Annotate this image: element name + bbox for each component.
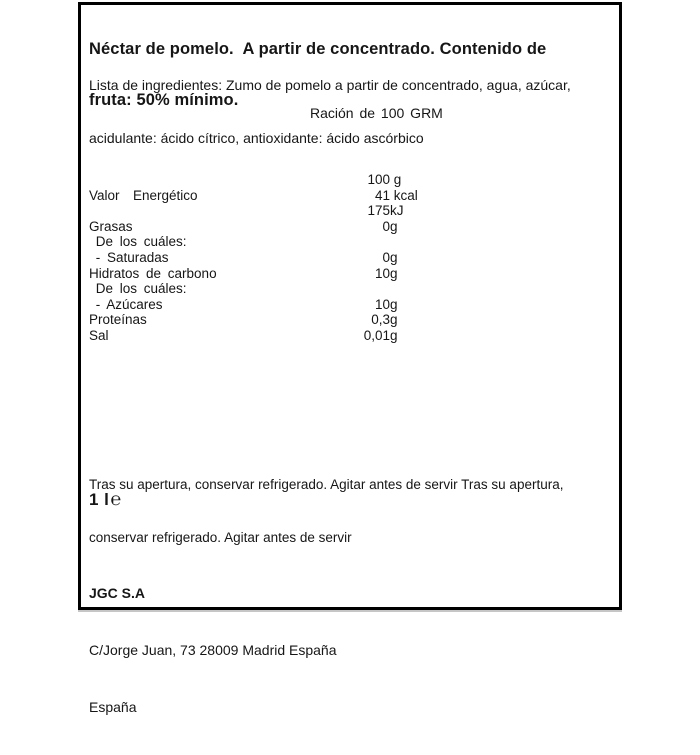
nutrition-row-salt bbox=[81, 328, 619, 344]
nutrition-row-label: - Azúcares bbox=[89, 296, 163, 312]
nutrition-row-energy-kj bbox=[81, 203, 619, 219]
nutrition-row-of-which-carbs bbox=[81, 281, 619, 297]
label-border-box bbox=[78, 2, 622, 715]
ingredients-line-2: acidulante: ácido cítrico, antioxidante: ácido ascórbico bbox=[89, 129, 424, 146]
manufacturer-address: C/Jorge Juan, 73 28009 Madrid España bbox=[89, 642, 337, 658]
manufacturer-name: JGC S.A bbox=[89, 585, 146, 601]
manufacturer-country: España bbox=[89, 699, 137, 715]
nutrition-row-label: De los cuáles: bbox=[89, 281, 187, 297]
nutrition-row-label bbox=[81, 203, 313, 219]
net-volume bbox=[89, 489, 121, 510]
nutrition-row-value: 10 bbox=[374, 296, 390, 312]
nutrition-row-label: Grasas bbox=[89, 218, 133, 234]
nutrition-row-of-which-fat bbox=[81, 234, 619, 250]
product-title-line-2: fruta: 50% mínimo. bbox=[89, 91, 239, 109]
nutrition-row-value bbox=[313, 234, 390, 250]
nutrition-row-label: Hidratos de carbono bbox=[89, 265, 217, 281]
nutrition-row-unit: g bbox=[390, 296, 398, 312]
nutrition-table bbox=[81, 172, 619, 344]
nutrition-row-unit: kcal bbox=[390, 187, 418, 203]
nutrition-row-label: - Saturadas bbox=[89, 249, 169, 265]
product-title-line-1: Néctar de pomelo. A partir de concentrado. Contenido de bbox=[89, 40, 547, 58]
nutrition-row-saturates bbox=[81, 250, 619, 266]
nutrition-row-protein bbox=[81, 312, 619, 328]
estimated-symbol: ℮ bbox=[110, 489, 122, 509]
nutrition-row-sugars bbox=[81, 297, 619, 313]
nutrition-row-carbohydrates bbox=[81, 266, 619, 282]
nutrition-row-fat bbox=[81, 219, 619, 235]
nutrition-row-value: 41 bbox=[374, 187, 390, 203]
nutrition-row-unit: g bbox=[390, 265, 398, 281]
nutrition-row-label: Sal bbox=[89, 327, 109, 343]
net-volume-amount: 1 l bbox=[89, 490, 110, 509]
nutrition-row-label: Valor Energético bbox=[89, 187, 198, 203]
nutrition-row-value bbox=[313, 281, 390, 297]
manufacturer-info bbox=[89, 546, 337, 755]
nutrition-row-unit: g bbox=[390, 327, 398, 343]
storage-line-2: conservar refrigerado. Agitar antes de servir bbox=[89, 529, 352, 545]
nutrition-row-unit: kJ bbox=[390, 203, 404, 219]
nutrition-row-label bbox=[81, 172, 313, 188]
nutrition-row-unit: g bbox=[390, 218, 398, 234]
nutrition-row-unit: g bbox=[390, 312, 398, 328]
nutrition-row-value: 175 bbox=[367, 203, 390, 219]
storage-line-1: Tras su apertura, conservar refrigerado. Agitar antes de servir Tras su apertura, bbox=[89, 477, 564, 492]
nutrition-row-energy-kcal bbox=[81, 188, 619, 204]
nutrition-row-unit: g bbox=[390, 249, 398, 265]
nutrition-row-value: 0,01 bbox=[363, 327, 390, 343]
nutrition-row-label: De los cuáles: bbox=[89, 234, 187, 250]
nutrition-row-unit: g bbox=[390, 172, 402, 187]
nutrition-row-value: 0,3 bbox=[371, 312, 390, 328]
nutrition-row-value: 0 bbox=[382, 249, 390, 265]
nutrition-row-value: 0 bbox=[382, 218, 390, 234]
ingredients-line-1: Lista de ingredientes: Zumo de pomelo a partir de concentrado, agua, azúcar, bbox=[89, 77, 571, 93]
nutrition-row-column-header bbox=[81, 172, 619, 188]
nutrition-row-value: 100 bbox=[367, 172, 390, 187]
nutrition-row-value: 10 bbox=[374, 265, 390, 281]
serving-size-header: Ración de 100 GRM bbox=[310, 105, 443, 121]
nutrition-row-label: Proteínas bbox=[89, 312, 147, 328]
